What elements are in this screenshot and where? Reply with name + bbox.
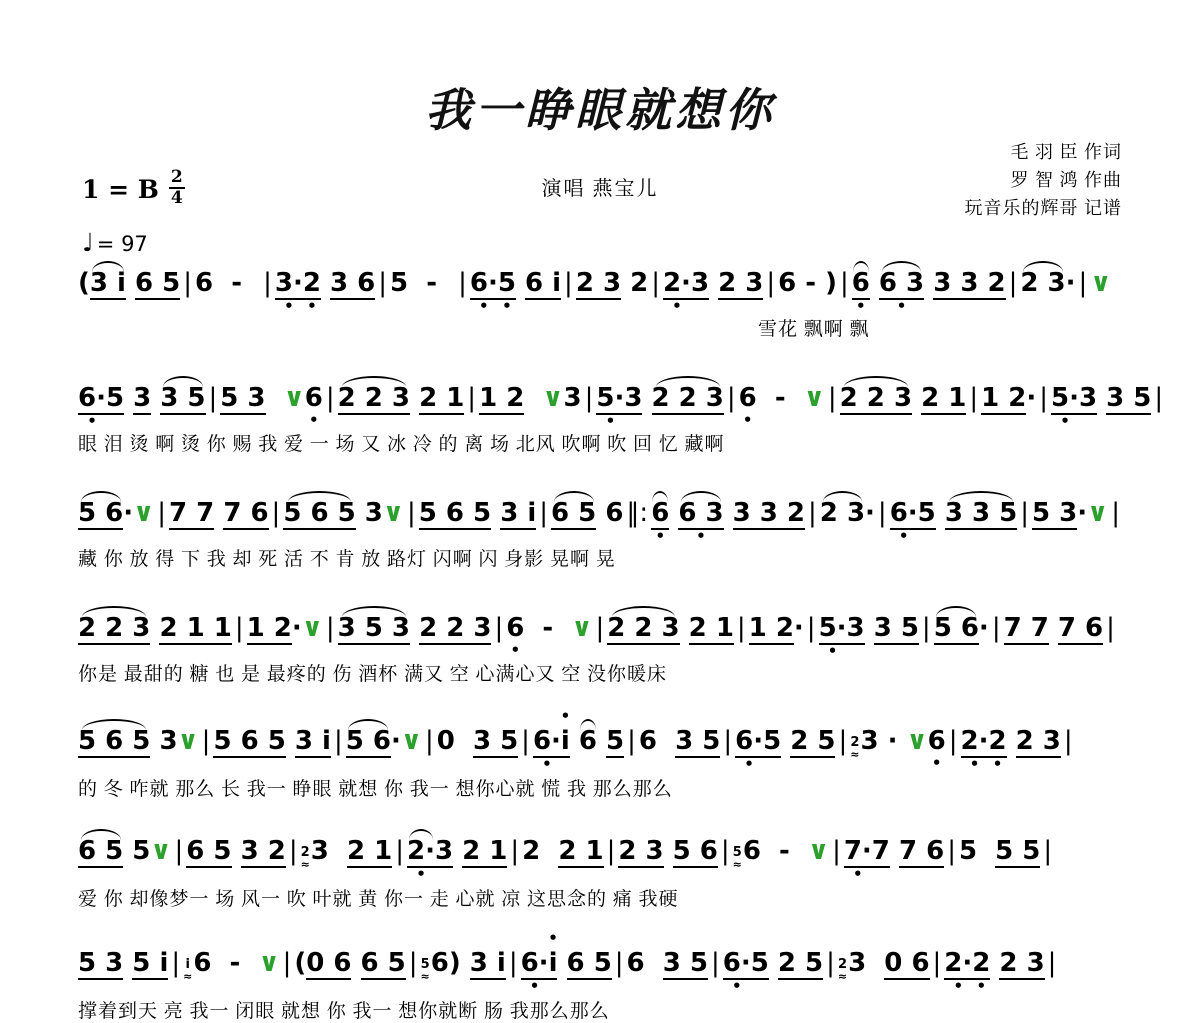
singer-line: 演唱 燕宝儿 [541, 178, 659, 200]
music-line-6 [78, 838, 1128, 911]
lyrics-row: 的 冬 咋就 那么 长 我一 睁眼 就想 你 我一 想你心就 慌 我 那么那么 [78, 779, 673, 800]
lyrics-row: 爱 你 却像梦一 场 风一 吹 叶就 黄 你一 走 心就 凉 这思念的 痛 我硬 [78, 889, 679, 910]
notation-row: 5 6 5 3∨ | 5 6 5 3 i | 5 6·∨ | 0 3 5 | 6· •• i 6 5 | 6 3 5 | 6· •5 2 5 | 2 ≈ 3 · ∨6 • | 2· •2 • 2 3 | [78, 728, 1128, 760]
page-title: 我一睁眼就想你 [425, 83, 775, 137]
tempo-marking [82, 228, 148, 257]
music-line-5 [78, 728, 1128, 801]
credit-transcriber: 玩音乐的辉哥 记谱 [964, 198, 1122, 218]
notation-row: 6 5 5∨ | 6 5 3 2 | 2 ≈ 3 2 1 | 2· •3 2 1 | 2 2 1 | 2 3 5 6 | 5 ≈ 6 - ∨ | 7· •7 7 6 | 5 5 5 | [78, 838, 1128, 870]
time-signature-denominator: 4 [170, 188, 183, 208]
music-line-7 [78, 950, 1128, 1023]
time-signature-numerator: 2 [170, 167, 183, 187]
notation-row: 5 3 5 i | i ≈ 6 - ∨ | (0 6 6 5 | 5 ≈ 6) 3 i | 6· •• i 6 5 | 6 3 5 | 6· •5 2 5 | 2 ≈ 3 0 6 | 2· •2 • 2 3 | [78, 950, 1128, 982]
lyrics-row: 藏 你 放 得 下 我 却 死 活 不 肯 放 路灯 闪啊 闪 身影 晃啊 晃 [78, 549, 616, 571]
music-line-2 [78, 383, 1164, 456]
notation-row: 2 2 3 2 1 1 | 1 2·∨ | 3 5 3 2 2 3 | 6 • - ∨ | 2 2 3 2 1 | 1 2· | 5· •3 3 5 | 5 6· | 7 7 7 6 | [78, 615, 1128, 645]
key-signature [82, 167, 185, 208]
music-line-3 [78, 500, 1128, 571]
music-line-1 [78, 270, 1128, 341]
notation-row: 5 6·∨ | 7 7 7 6 | 5 6 5 3∨ | 5 6 5 3 i | 6 5 6 ‖: 6 • 6 3 • 3 3 2 | 2 3· | 6· •5 3 3 5 | 5 3·∨ | [78, 500, 1128, 530]
tempo-value: = 97 [96, 232, 148, 256]
lyrics-row: 雪花 飘啊 飘 [758, 319, 870, 341]
credits-block [965, 138, 1123, 222]
key-signature-label: 1 = B [82, 174, 159, 204]
notation-row: (3 i 6 5 | 6 - | 3· •2 • 3 6 | 5 - | 6· •5 • 6 i | 2 3 2 | 2· •3 2 3 | 6 - ) | 6 • 6 3 • 3 3 2 | 2 3· | ∨ [78, 270, 1128, 300]
quarter-note-icon: ♩ [82, 228, 94, 257]
credit-lyricist: 毛 羽 臣 作词 [1010, 142, 1122, 162]
music-line-4 [78, 615, 1128, 686]
time-signature [169, 169, 185, 207]
notation-row: 6· •5 3 3 5 | 5 3 ∨6 • | 2 2 3 2 1 | 1 2 ∨3 | 5· •3 2 2 3 | 6 • - ∨ | 2 2 3 2 1 | 1 2· | 5· •3 3 5 | [78, 385, 1128, 415]
lyrics-row: 撑着到天 亮 我一 闭眼 就想 你 我一 想你就断 肠 我那么那么 [78, 1001, 610, 1022]
credit-composer: 罗 智 鸿 作曲 [1010, 170, 1122, 190]
lyrics-row: 眼 泪 烫 啊 烫 你 赐 我 爱 一 场 又 冰 冷 的 离 场 北风 吹啊 吹 回 忆 藏啊 [78, 434, 725, 456]
lyrics-row: 你是 最甜的 糖 也 是 最疼的 伤 酒杯 满又 空 心满心又 空 没你暖床 [78, 664, 668, 686]
